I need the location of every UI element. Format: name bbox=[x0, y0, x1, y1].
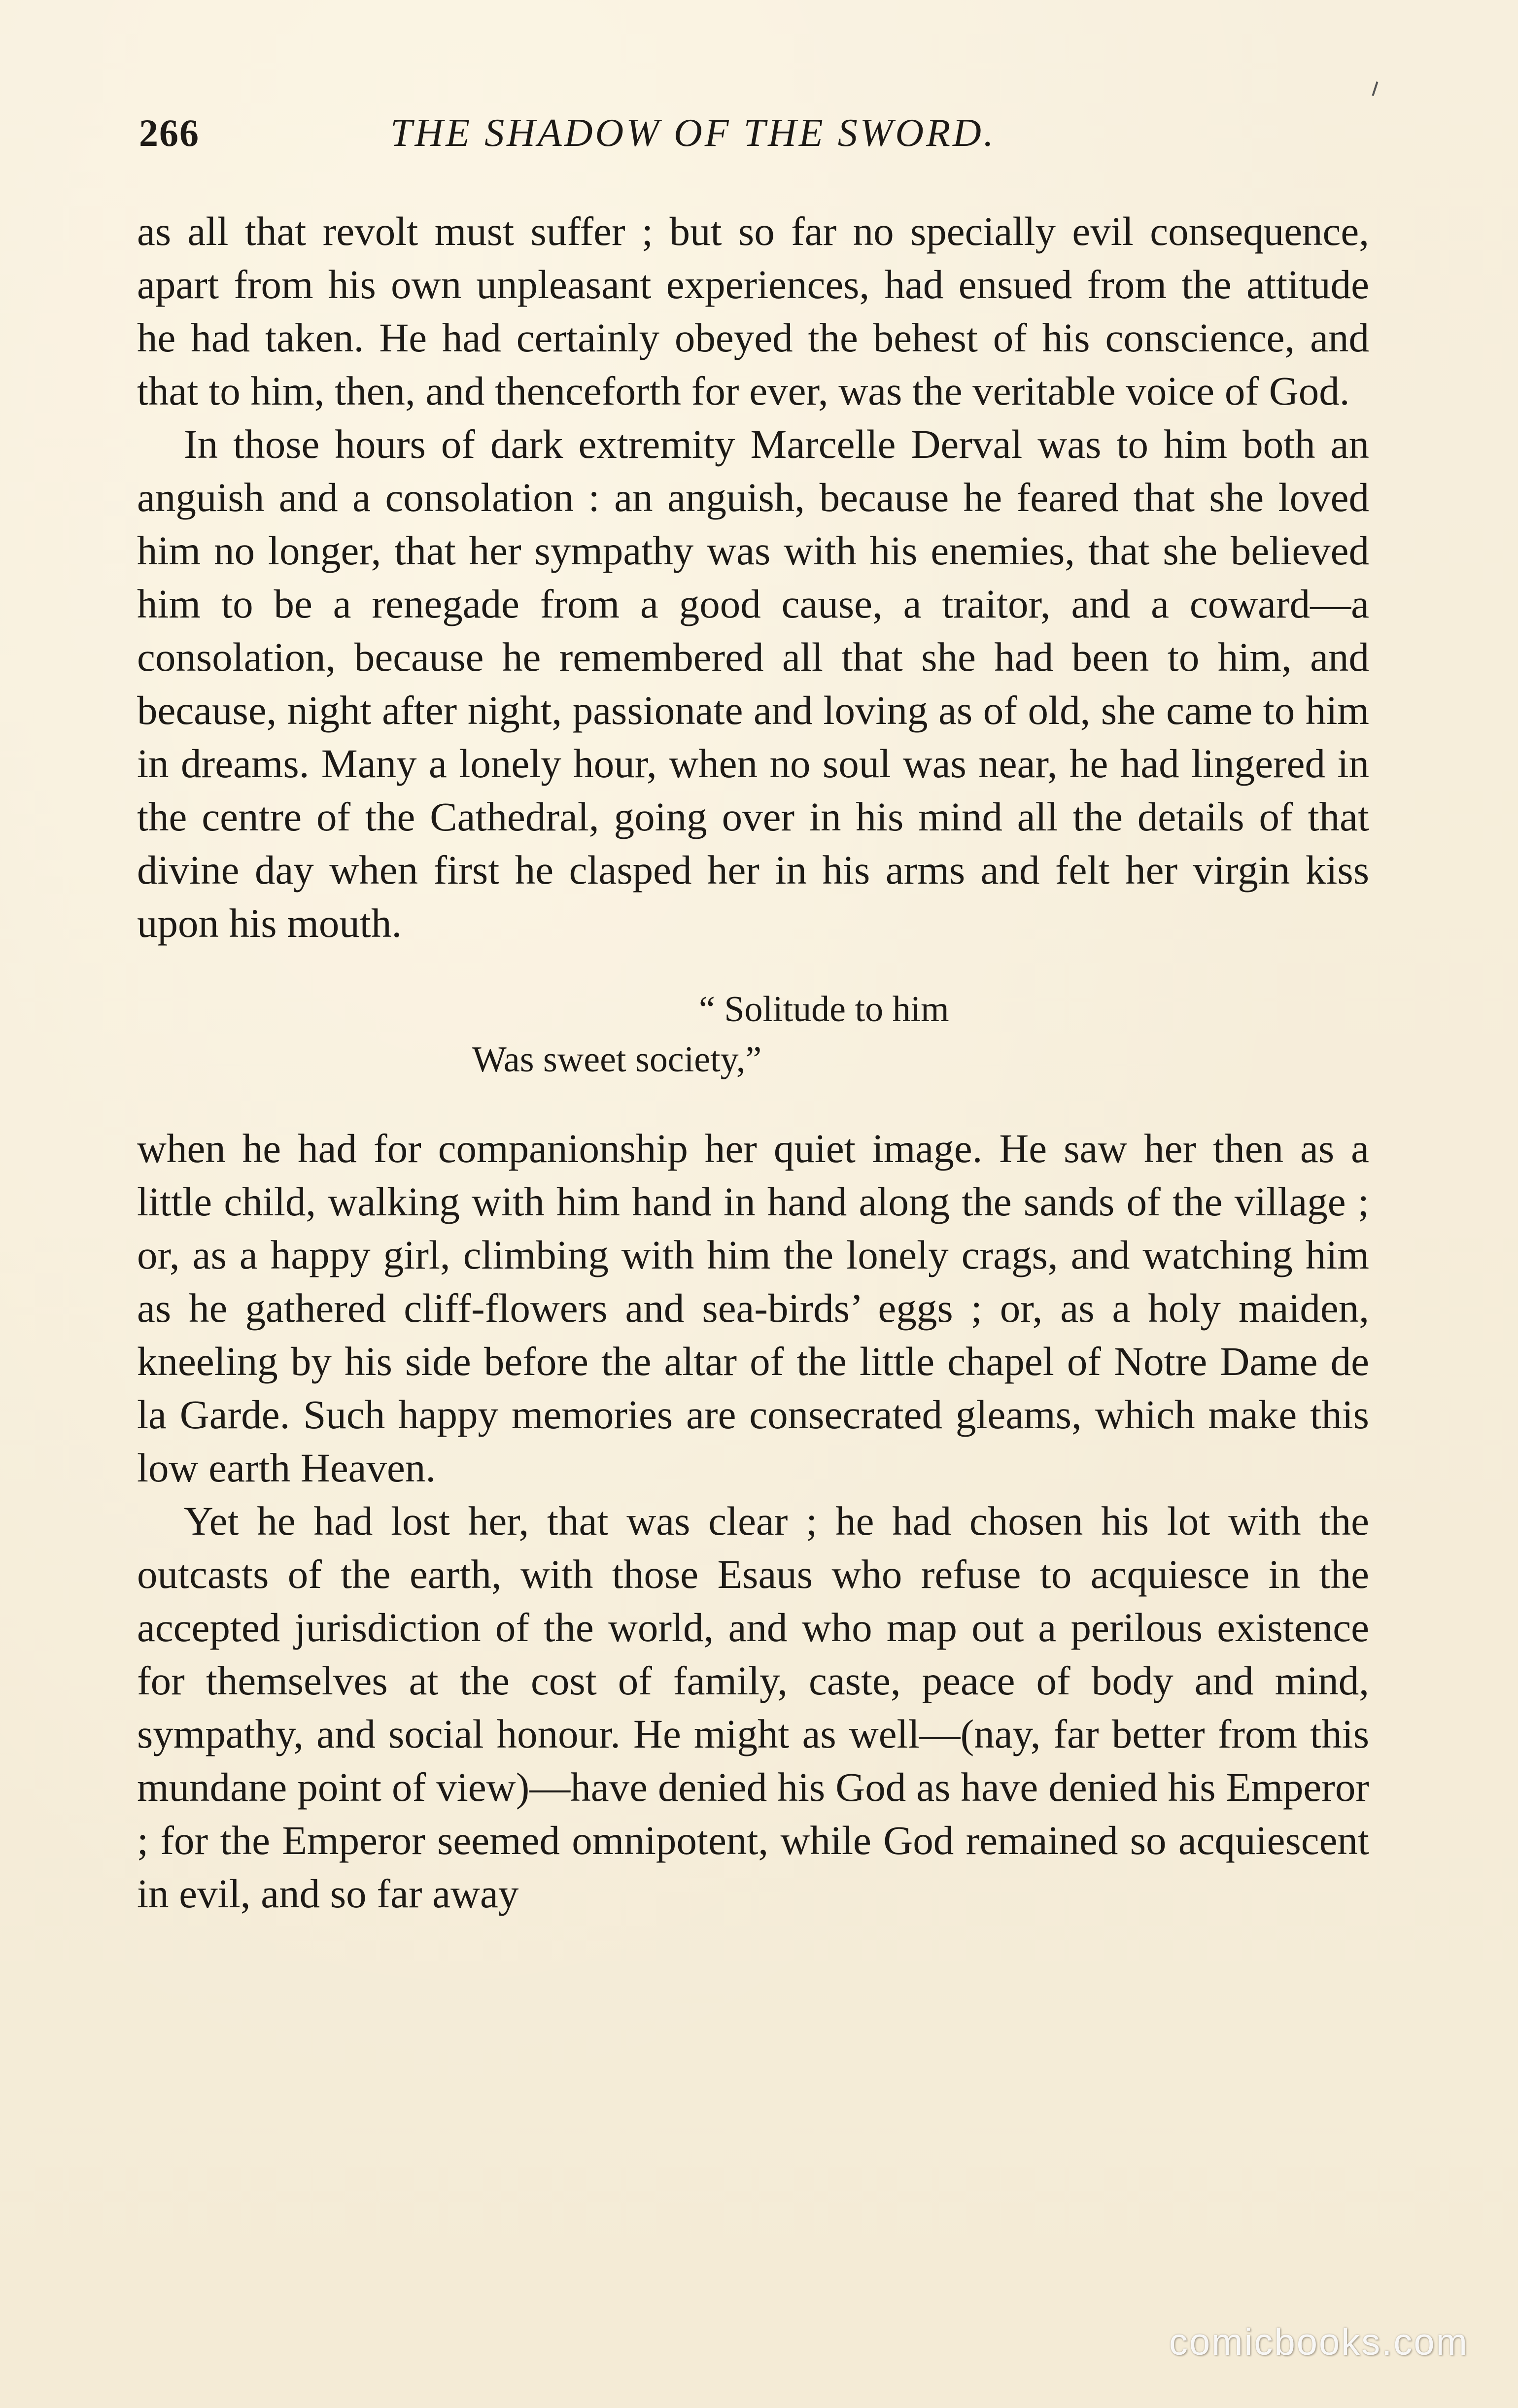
site-watermark: comicbooks.com bbox=[1169, 2321, 1469, 2363]
pencil-mark bbox=[1372, 81, 1378, 96]
quote-line-1: “ Solitude to him bbox=[699, 989, 949, 1030]
paragraph-2: In those hours of dark extremity Marcelle Derval was to him both an anguish and a consolation : an anguish, because he feared that she loved him no longer, that her sympathy was with his enemies, that she believed him to be a renegade from a good cause, a traitor, and a coward—a consolation, because he remembered all that she had been to him, and because, night after night, passionate and loving as of old, she came to him in dreams. Many a lonely hour, when no soul was near, he had lingered in the centre of the Cathedral, going over in his mind all the details of that divine day when first he clasped her in his arms and felt her virgin kiss upon his mouth. bbox=[137, 421, 1369, 946]
verse-quote bbox=[137, 984, 1369, 1085]
paragraph-4: Yet he had lost her, that was clear ; he had chosen his lot with the outcasts of the earth, with those Esaus who refuse to acquiesce in the accepted jurisdiction of the world, and who map out a perilous existence for themselves at the cost of family, caste, peace of body and mind, sympathy, and social honour. He might as well—(nay, far better from this mundane point of view)—have denied his God as have denied his Emperor ; for the Emperor seemed omnipotent, while God remained so acquiescent in evil, and so far away bbox=[137, 1498, 1369, 1916]
running-title: THE SHADOW OF THE SWORD. bbox=[390, 111, 996, 155]
paragraph-3: when he had for companionship her quiet image. He saw her then as a little child, walking with him hand in hand along the sands of the village ; or, as a happy girl, climbing with him the lonely crags, and watching him as he gathered cliff-flowers and sea-birds’ eggs ; or, as a holy maiden, kneeling by his side before the altar of the little chapel of Notre Dame de la Garde. Such happy memories are consecrated gleams, which make this low earth Heaven. bbox=[137, 1126, 1369, 1490]
paragraph-1: as all that revolt must suffer ; but so far no specially evil consequence, apart from his own unpleasant experiences, had ensued from the attitude he had taken. He had certainly obeyed the behest of his conscience, and that to him, then, and thenceforth for ever, was the veritable voice of God. bbox=[137, 208, 1369, 413]
quote-line-2: Was sweet society,” bbox=[472, 1039, 762, 1080]
page-header bbox=[139, 111, 1371, 170]
page-number: 266 bbox=[139, 111, 200, 154]
body-text bbox=[137, 205, 1369, 1920]
